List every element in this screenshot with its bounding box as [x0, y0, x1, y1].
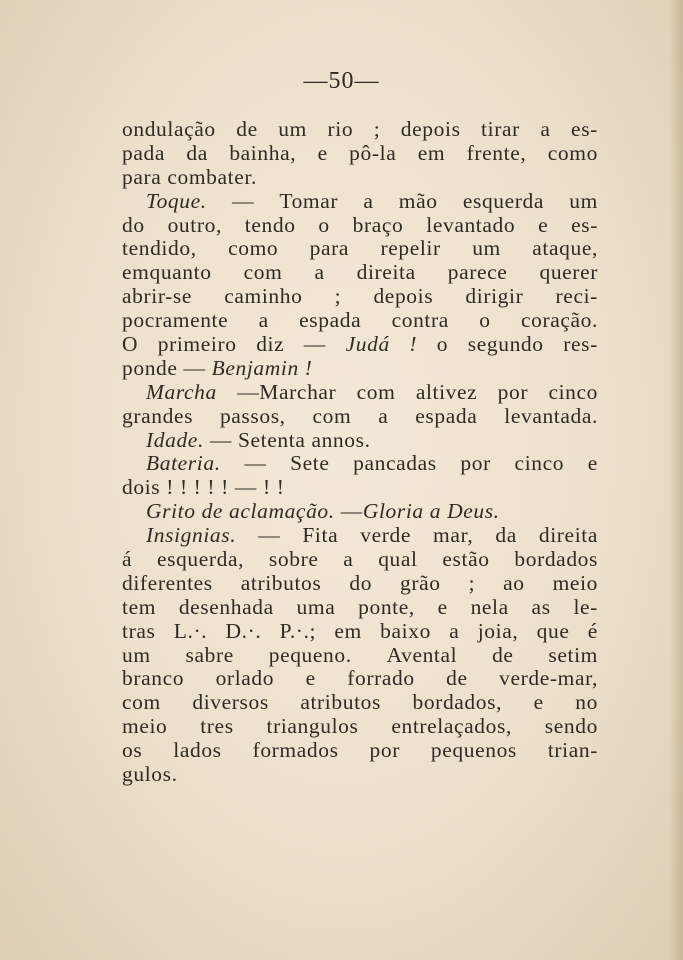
word: atributos: [240, 570, 322, 595]
word: bordados,: [412, 690, 503, 715]
word: em: [417, 140, 446, 165]
word: orlado: [215, 666, 275, 691]
word: um: [569, 188, 598, 213]
word: tendo: [244, 212, 296, 237]
italic-word: Bateria.: [146, 451, 221, 476]
word: com: [122, 690, 161, 715]
text-line: [122, 214, 598, 238]
word: á: [122, 547, 133, 572]
line-text: dois ! ! ! ! ! — ! !: [122, 475, 285, 500]
word: como: [228, 236, 279, 261]
word: ;: [373, 117, 381, 141]
word: levantado: [426, 212, 516, 237]
word: meio: [122, 714, 168, 739]
word: mar,: [433, 523, 474, 548]
text-line: [122, 357, 598, 381]
word: um: [122, 642, 151, 667]
word: do: [122, 212, 145, 237]
word: Fita: [302, 523, 339, 548]
italic-text: Grito de aclamação.: [146, 499, 335, 524]
word: qual: [378, 547, 418, 572]
body-text: [122, 118, 598, 787]
text-line: [122, 691, 598, 715]
text-line: [122, 476, 598, 500]
word: trian-: [547, 738, 598, 763]
word: triangulos: [266, 714, 359, 739]
text-line: [122, 620, 598, 644]
line-text: para combater.: [122, 164, 257, 189]
line-text: — Setenta annos.: [203, 427, 371, 452]
word: pequeno.: [268, 642, 352, 667]
word: setim: [548, 642, 598, 667]
word: Avental: [386, 642, 458, 667]
word: a: [540, 117, 551, 141]
word: e: [305, 666, 316, 691]
word: e: [587, 451, 598, 476]
word: querer: [539, 260, 598, 285]
word: do: [349, 570, 373, 595]
word: a: [258, 308, 269, 333]
word: espada: [299, 308, 362, 333]
word: entrelaçados,: [391, 714, 512, 739]
word: um: [472, 236, 501, 261]
word: passos,: [219, 403, 286, 428]
word: com: [243, 260, 283, 285]
word: meio: [552, 570, 598, 595]
word: levantada.: [504, 403, 598, 428]
word: e: [437, 594, 448, 619]
text-line: [122, 500, 598, 524]
word: verde: [360, 523, 411, 548]
word: pequenos: [430, 738, 517, 763]
word: tem: [122, 594, 157, 619]
word: uma: [296, 594, 336, 619]
word: caminho: [224, 284, 303, 309]
word: desenhada: [178, 594, 274, 619]
text-line: [122, 118, 598, 142]
word: ataque,: [532, 236, 598, 261]
word: bordados: [514, 547, 598, 572]
word: pô-la: [349, 140, 397, 165]
italic-word: !: [409, 332, 418, 357]
word: Tomar: [279, 188, 339, 213]
word: lados: [173, 738, 222, 763]
word: joia,: [477, 618, 519, 643]
page-edge-shadow: [669, 0, 683, 960]
text-line: [122, 715, 598, 739]
word: espada: [415, 403, 478, 428]
text-line: [122, 285, 598, 309]
word: sobre: [268, 547, 319, 572]
text-line: [122, 429, 598, 453]
word: —: [232, 188, 255, 213]
page-number: —50—: [303, 68, 380, 94]
word: ponte,: [358, 594, 415, 619]
word: por: [460, 451, 491, 476]
word: um: [278, 117, 307, 141]
word: O: [122, 332, 139, 357]
text-line: [122, 405, 598, 429]
word: es-: [571, 212, 598, 237]
word: de: [446, 666, 468, 691]
text-line: [122, 524, 598, 548]
word: o: [479, 308, 491, 333]
text-line: [122, 309, 598, 333]
word: pancadas: [353, 451, 437, 476]
word: branco: [122, 666, 185, 691]
word: cinco: [548, 379, 598, 404]
word: e: [533, 690, 544, 715]
word: ao: [503, 570, 525, 595]
text-line: [122, 452, 598, 476]
word: —Marchar: [237, 379, 337, 404]
word: segundo: [467, 332, 544, 357]
word: pada: [122, 140, 165, 165]
word: mão: [398, 188, 438, 213]
word: es-: [571, 117, 598, 141]
italic-text: Gloria a Deus.: [362, 499, 500, 524]
word: as: [531, 594, 551, 619]
word: emquanto: [122, 260, 212, 285]
word: bainha,: [229, 140, 297, 165]
word: —: [303, 332, 326, 357]
word: da: [495, 523, 517, 548]
word: primeiro: [157, 332, 237, 357]
word: por: [497, 379, 529, 404]
italic-text: Idade.: [146, 427, 204, 452]
word: formados: [252, 738, 339, 763]
word: verde-mar,: [499, 666, 598, 691]
word: esquerda: [462, 188, 545, 213]
text-line: [122, 548, 598, 572]
word: diversos: [192, 690, 269, 715]
word: para: [309, 236, 350, 261]
word: direita: [356, 260, 416, 285]
text-line: [122, 381, 598, 405]
word: sendo: [544, 714, 598, 739]
word: le-: [573, 594, 598, 619]
word: é: [587, 618, 598, 643]
word: por: [369, 738, 400, 763]
word: no: [575, 690, 598, 715]
word: altivez: [415, 379, 478, 404]
word: P.·.;: [279, 618, 317, 643]
word: abrir-se: [122, 284, 193, 309]
word: e: [317, 140, 328, 165]
text-line: [122, 644, 598, 668]
word: D.·.: [225, 618, 262, 643]
word: os: [122, 738, 143, 763]
word: depois: [400, 117, 461, 141]
word: a: [449, 618, 460, 643]
word: esquerda,: [156, 547, 245, 572]
text-line: [122, 667, 598, 691]
text-line: [122, 261, 598, 285]
word: ;: [468, 570, 476, 595]
word: outro,: [167, 212, 222, 237]
text-line: [122, 572, 598, 596]
text-line: [122, 142, 598, 166]
word: como: [547, 140, 598, 165]
word: sabre: [185, 642, 234, 667]
text-line: [122, 237, 598, 261]
word: grandes: [122, 403, 194, 428]
word: forrado: [347, 666, 415, 691]
word: com: [356, 379, 396, 404]
word: reci-: [555, 284, 598, 309]
word: coração.: [520, 308, 598, 333]
line-text: gulos.: [122, 762, 178, 787]
word: o: [436, 332, 449, 357]
word: ;: [334, 284, 342, 309]
text-line: [122, 596, 598, 620]
word: res-: [563, 332, 598, 357]
word: que: [536, 618, 570, 643]
word: diz: [256, 332, 285, 357]
word: o: [318, 212, 330, 237]
word: L.·.: [173, 618, 208, 643]
word: em: [334, 618, 362, 643]
word: a: [378, 403, 389, 428]
word: parece: [447, 260, 508, 285]
word: tres: [200, 714, 234, 739]
italic-word: Marcha: [146, 379, 217, 404]
text-line: [122, 333, 598, 357]
italic-text: Benjamin !: [205, 355, 313, 380]
word: —: [244, 451, 267, 476]
line-text: —: [334, 499, 363, 524]
word: diferentes: [122, 570, 213, 595]
word: tendido,: [122, 236, 197, 261]
italic-word: Insignias.: [146, 523, 237, 548]
word: a: [343, 547, 354, 572]
word: de: [492, 642, 514, 667]
word: depois: [373, 284, 434, 309]
text-line: [122, 166, 598, 190]
text-line: [122, 190, 598, 214]
word: rio: [327, 117, 354, 141]
word: de: [236, 117, 258, 141]
word: tirar: [481, 117, 520, 141]
word: da: [186, 140, 208, 165]
word: e: [538, 212, 549, 237]
word: —: [258, 523, 281, 548]
italic-word: Toque.: [146, 188, 207, 213]
word: grão: [400, 570, 441, 595]
word: baixo: [380, 618, 431, 643]
text-line: [122, 739, 598, 763]
word: pocramente: [122, 308, 229, 333]
word: cinco: [514, 451, 565, 476]
word: nela: [470, 594, 509, 619]
word: braço: [352, 212, 404, 237]
word: repelir: [380, 236, 441, 261]
word: estão: [442, 547, 490, 572]
word: a: [363, 188, 374, 213]
word: tras: [122, 618, 156, 643]
word: contra: [391, 308, 449, 333]
word: a: [314, 260, 325, 285]
word: Sete: [290, 451, 330, 476]
word: dirigir: [465, 284, 524, 309]
word: ondulação: [122, 117, 216, 141]
word: frente,: [466, 140, 527, 165]
text-line: [122, 763, 598, 787]
word: atributos: [300, 690, 381, 715]
line-text: ponde —: [122, 355, 206, 380]
word: com: [312, 403, 352, 428]
word: direita: [538, 523, 598, 548]
italic-word: Judá: [345, 332, 390, 357]
